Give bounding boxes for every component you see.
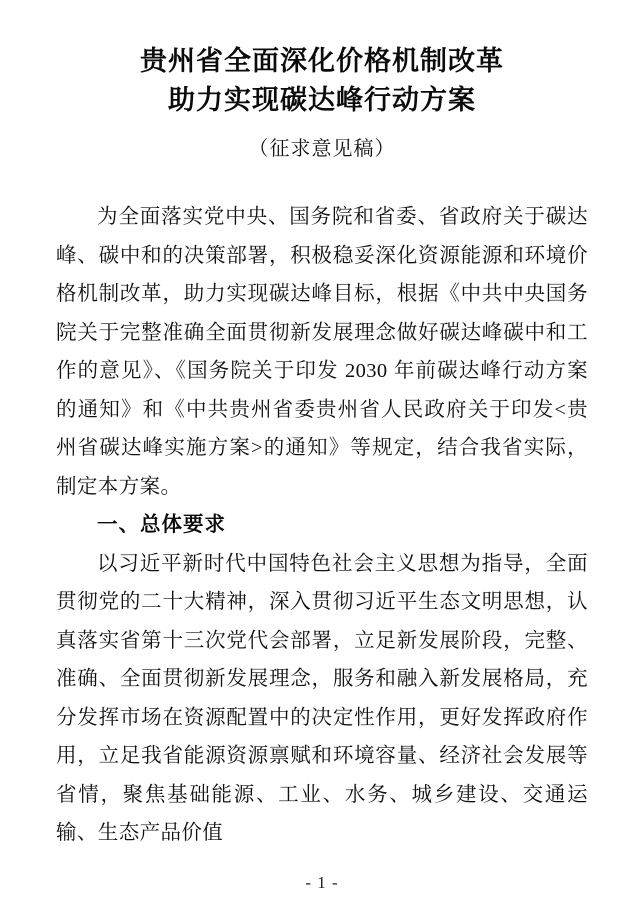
page-title-line-1: 贵州省全面深化价格机制改革 (140, 46, 504, 76)
page-title-line-2: 助力实现碳达峰行动方案 (168, 85, 476, 115)
paragraph-intro: 为全面落实党中央、国务院和省委、省政府关于碳达峰、碳中和的决策部署，积极稳妥深化资源能源和环境价格机制改革，助力实现碳达峰目标，根据《中共中央国务院关于完整准确全面贯彻新发展理念做好碳达峰碳中和工作的意见》、《国务院关于印发 2030 年前碳达峰行动方案的通知》和《中共贵州省委贵州省人民政府关于印发<贵州省碳达峰实施方案>的通知》等规定，结合我省实际，制定本方案。 (56, 206, 588, 498)
page-number: - 1 - (305, 873, 339, 892)
document-body (56, 198, 588, 853)
document-subtitle: （征求意见稿） (248, 138, 396, 160)
section-heading-1: 一、总体要求 (97, 514, 226, 536)
paragraph-general-requirements: 以习近平新时代中国特色社会主义思想为指导，全面贯彻党的二十大精神，深入贯彻习近平生态文明思想，认真落实省第十三次党代会部署，立足新发展阶段，完整、准确、全面贯彻新发展理念，服务和融入新发展格局，充分发挥市场在资源配置中的决定性作用，更好发挥政府作用，立足我省能源资源禀赋和环境容量、经济社会发展等省情，聚焦基础能源、工业、水务、城乡建设、交通运输、生态产品价值 (56, 552, 588, 844)
document-title-block (56, 0, 588, 164)
